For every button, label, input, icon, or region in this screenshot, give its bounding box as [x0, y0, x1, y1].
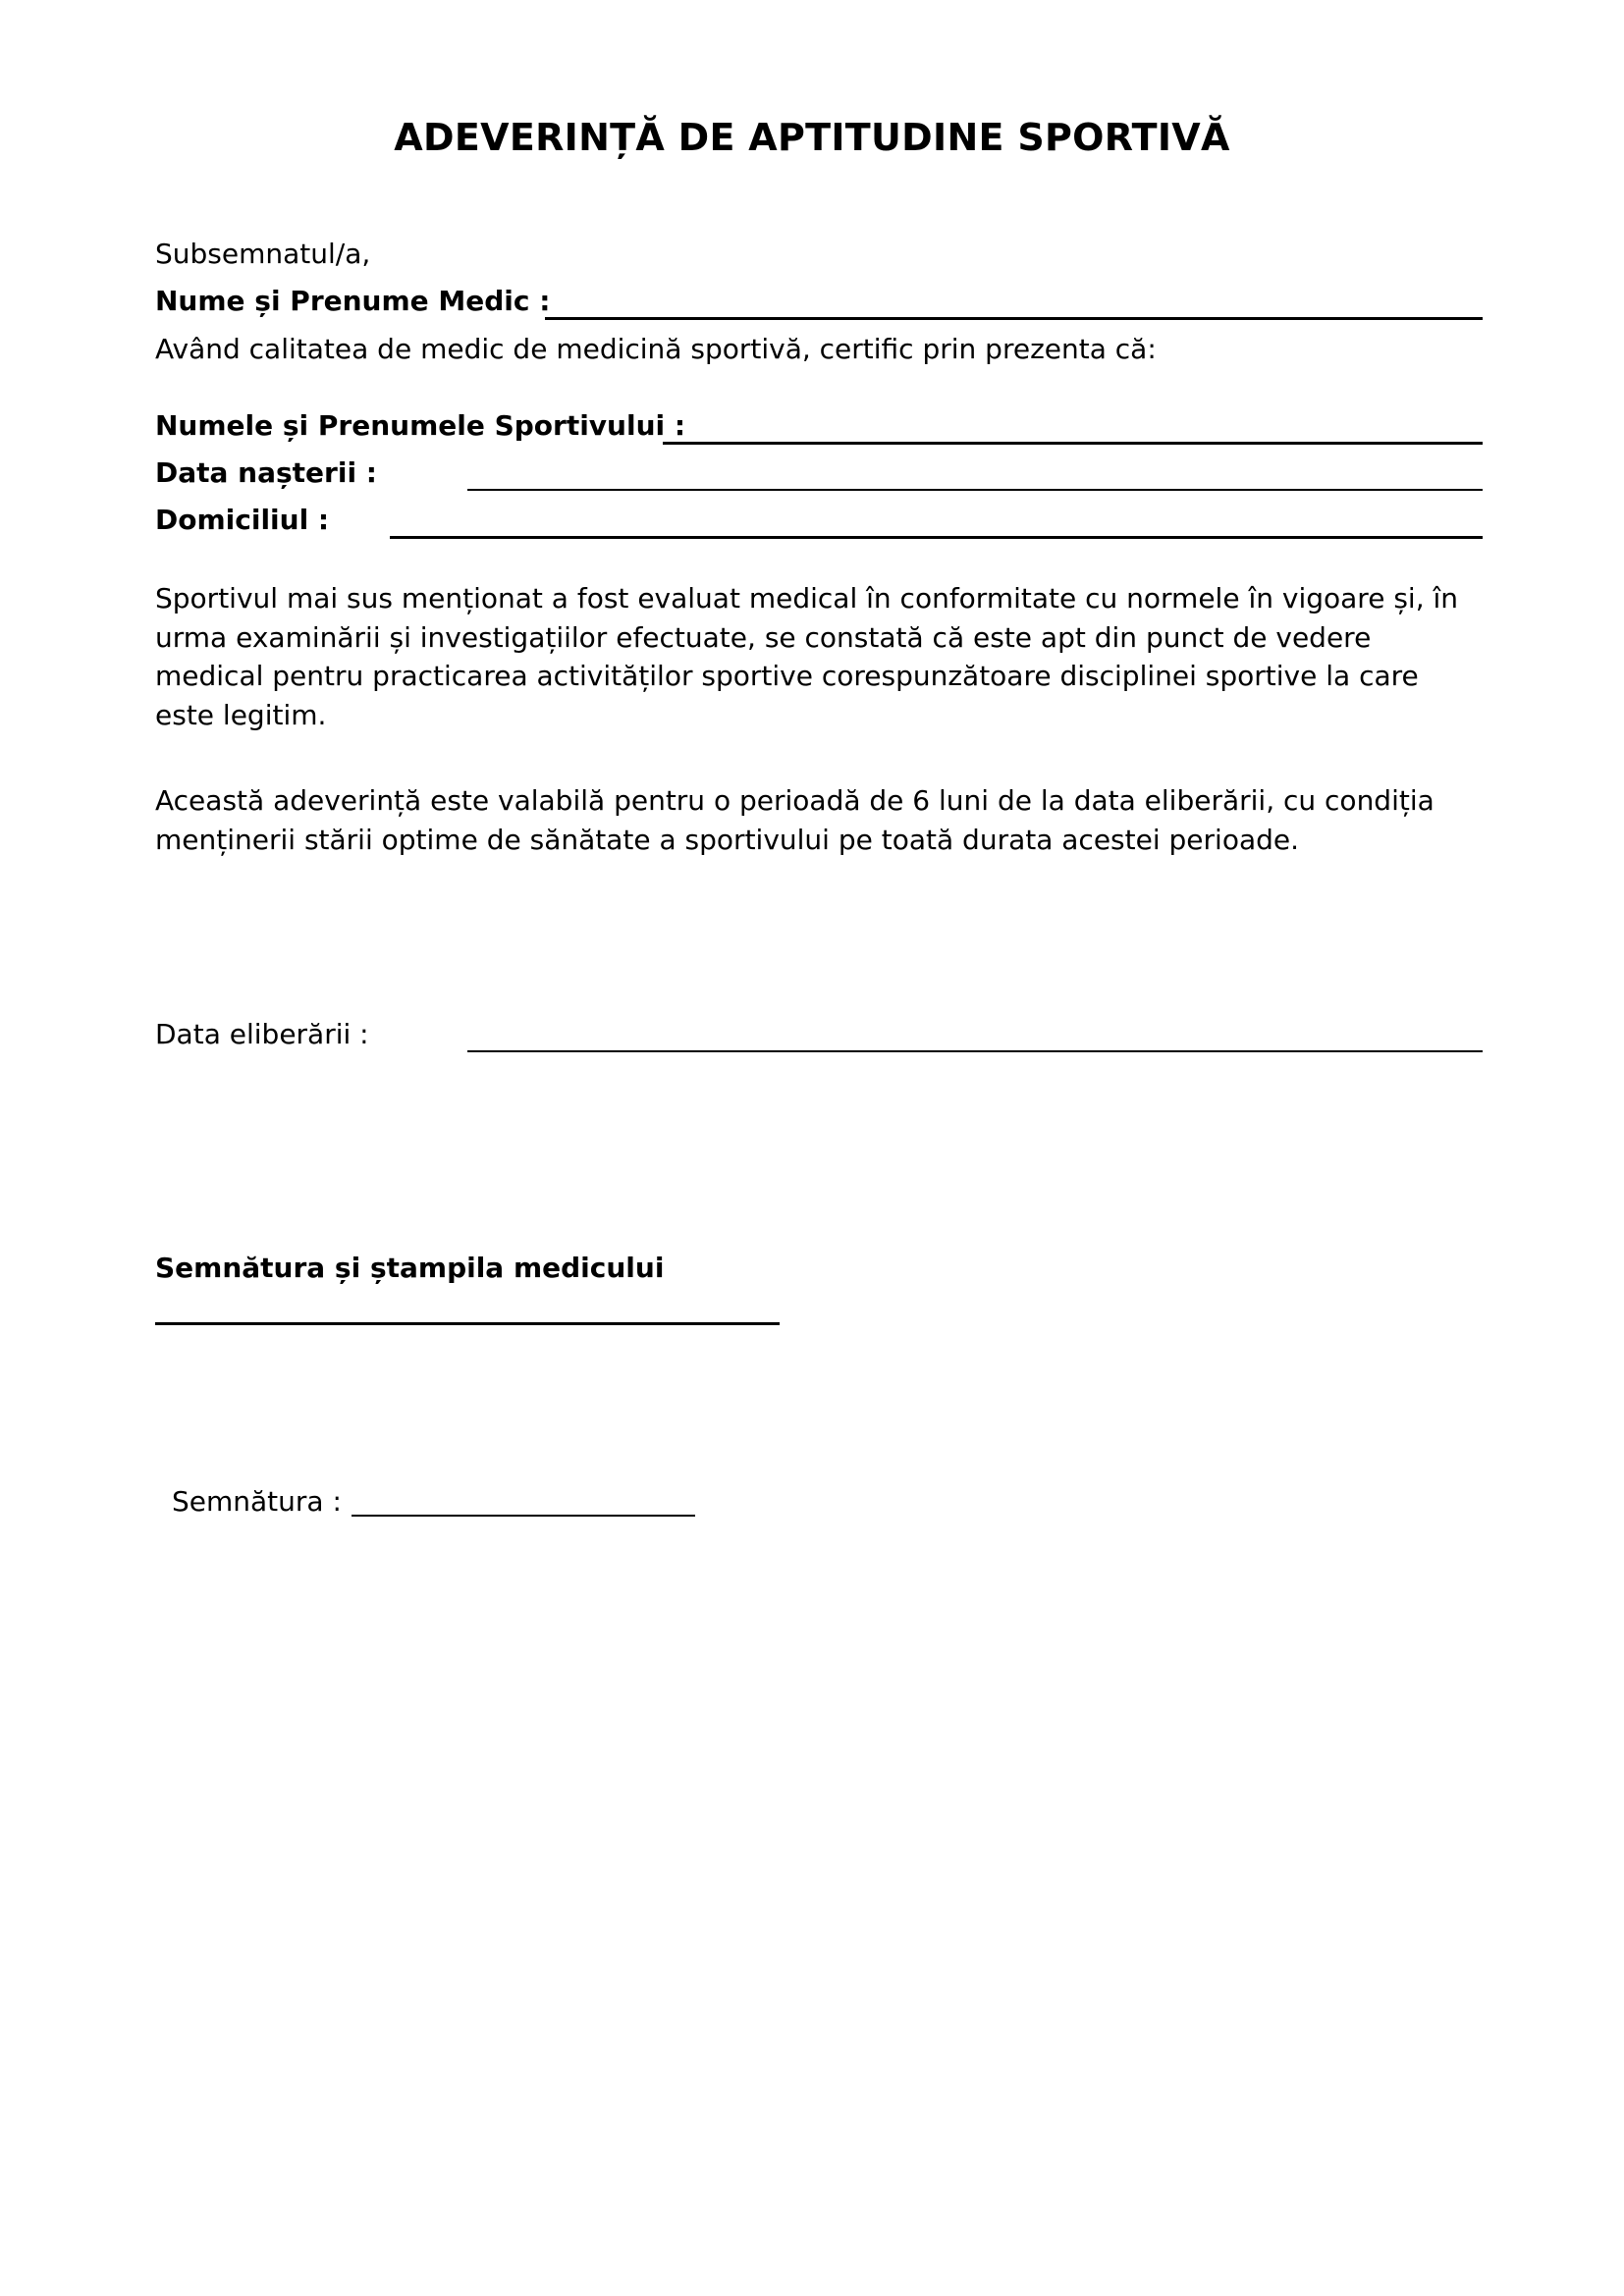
- validity-paragraph: Această adeverință este valabilă pentru o perioadă de 6 luni de la data eliberării, cu condiția menținerii stării optime de sănătate a sportivului pe toată durata acestei perioade.: [155, 784, 1435, 856]
- evaluation-paragraph: Sportivul mai sus menționat a fost evaluat medical în conformitate cu normele în vigoare și, în urma examinării și investigațiilor efectuate, se constată că este apt din punct de vedere medical pentru practicarea activităților sportive corespunzătoare disciplinei sportive la care este legitim.: [155, 582, 1459, 731]
- doctor-name-field[interactable]: [545, 317, 1483, 320]
- signature-label: Semnătura :: [172, 1485, 342, 1518]
- address-label: Domiciliul :: [155, 504, 330, 536]
- doctor-name-label: Nume și Prenume Medic :: [155, 285, 551, 317]
- certify-text: Având calitatea de medic de medicină sportivă, certific prin prezenta că:: [155, 333, 1157, 365]
- birth-date-field[interactable]: [467, 489, 1483, 491]
- stamp-signature-field[interactable]: [155, 1322, 780, 1325]
- page-title: ADEVERINȚĂ DE APTITUDINE SPORTIVĂ: [394, 116, 1230, 159]
- athlete-name-label: Numele și Prenumele Sportivului :: [155, 409, 686, 442]
- address-field[interactable]: [390, 536, 1483, 539]
- signature-field[interactable]: [352, 1515, 695, 1517]
- stamp-label: Semnătura și ștampila medicului: [155, 1252, 665, 1284]
- athlete-name-field[interactable]: [663, 442, 1483, 445]
- intro-text: Subsemnatul/a,: [155, 238, 371, 270]
- birth-date-label: Data nașterii :: [155, 456, 377, 489]
- issue-date-label: Data eliberării :: [155, 1018, 369, 1050]
- issue-date-field[interactable]: [467, 1050, 1483, 1052]
